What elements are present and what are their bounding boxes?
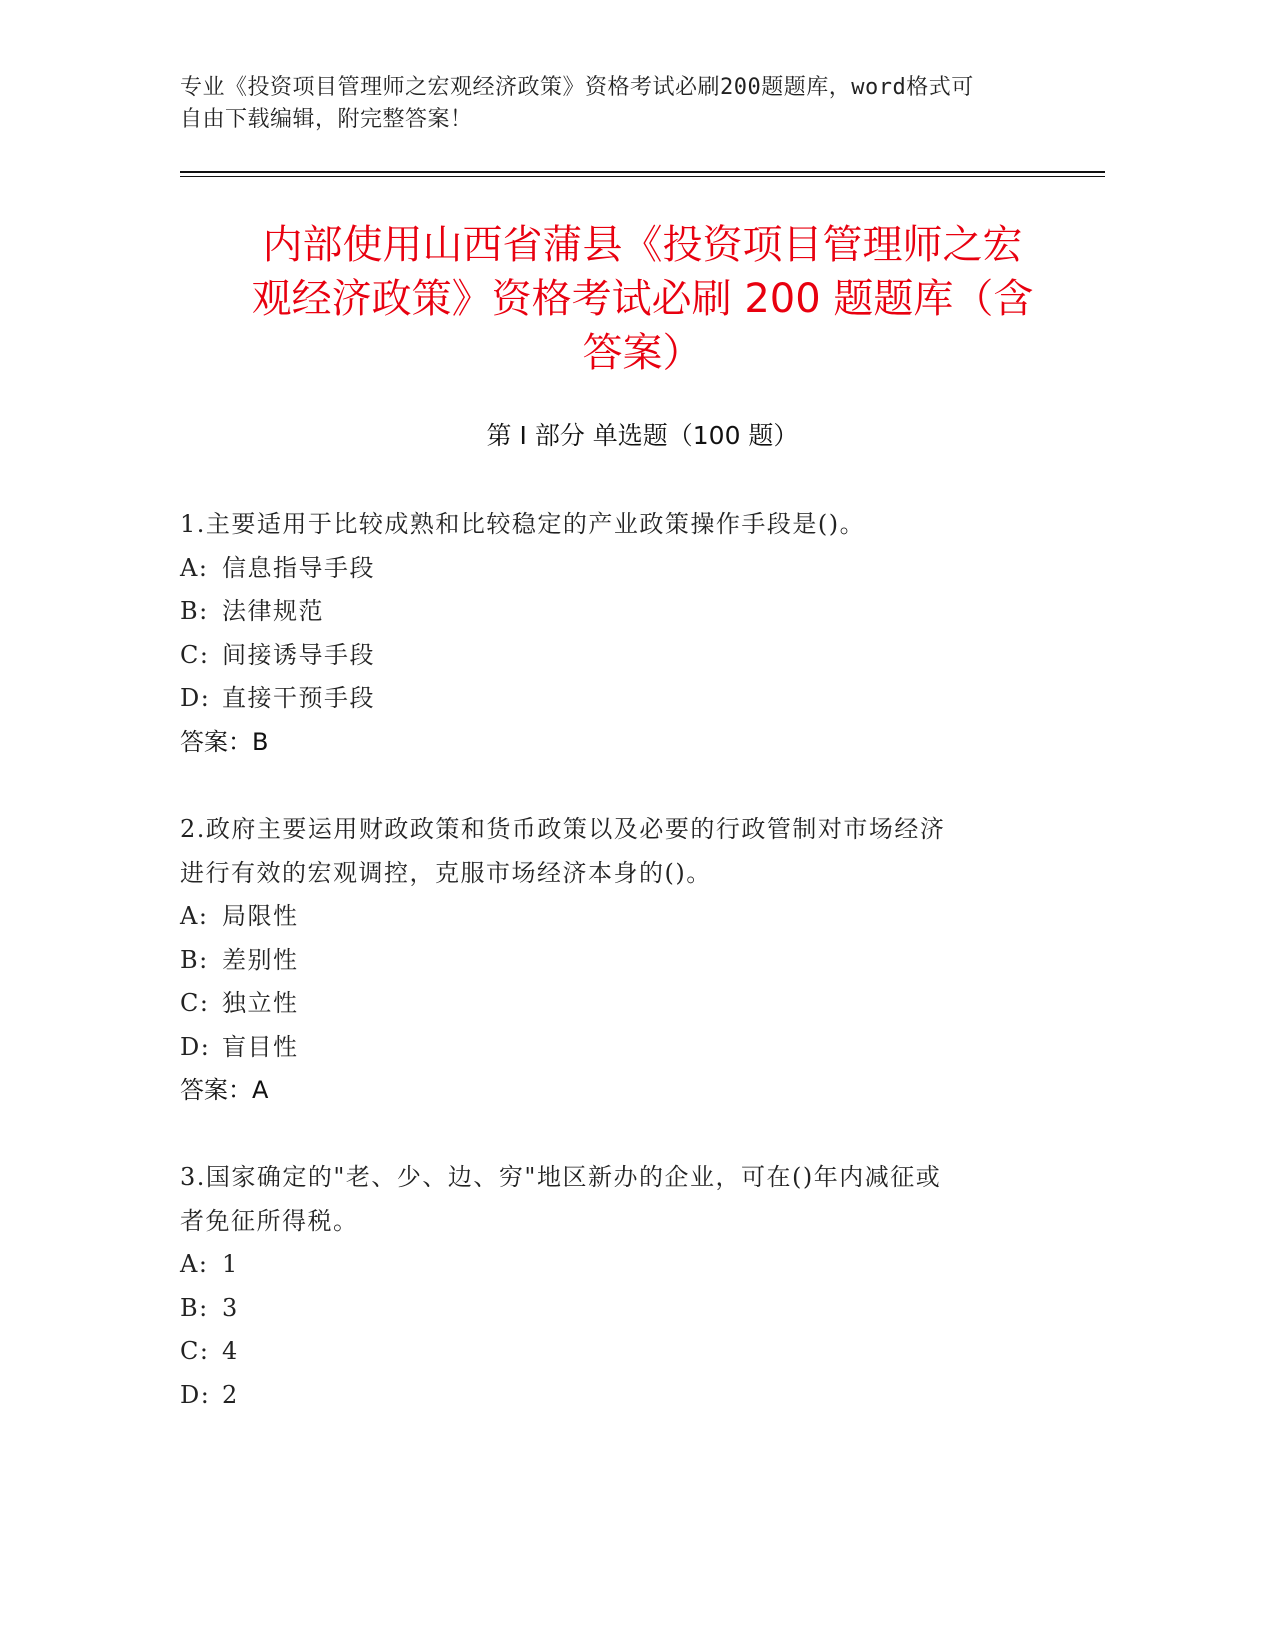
option-a <box>180 547 1040 591</box>
header-divider-thick <box>180 171 1105 173</box>
option-text: 4 <box>222 1337 239 1365</box>
question-stem: 2.政府主要运用财政政策和货币政策以及必要的行政管制对市场经济 <box>180 815 946 843</box>
option-letter: D: <box>180 1380 211 1409</box>
option-text: 直接干预手段 <box>222 684 375 712</box>
option-text: 独立性 <box>222 989 299 1017</box>
option-text: 信息指导手段 <box>222 553 375 582</box>
question-stem: 进行有效的宏观调控，克服市场经济本身的()。 <box>180 858 712 887</box>
question-stem: 者免征所得税。 <box>180 1206 359 1235</box>
option-b <box>180 590 1040 634</box>
option-a <box>180 895 1040 939</box>
question-stem: 3.国家确定的"老、少、边、穷"地区新办的企业，可在()年内减征或 <box>180 1163 942 1191</box>
header-note-line: 专业《投资项目管理师之宏观经济政策》资格考试必刷200题题库，word格式可 <box>180 75 974 100</box>
option-text: 1 <box>222 1250 239 1278</box>
option-text: 间接诱导手段 <box>222 640 375 669</box>
title-line: 内部使用山西省蒲县《投资项目管理师之宏 <box>262 222 1023 268</box>
option-b <box>180 1287 1040 1331</box>
question-2 <box>180 808 1040 1113</box>
question-1 <box>180 503 1040 764</box>
option-text: 差别性 <box>222 945 299 974</box>
option-letter: A: <box>180 1250 209 1278</box>
option-a <box>180 1243 1040 1287</box>
option-text: 法律规范 <box>222 597 324 625</box>
header-note-line: 自由下载编辑，附完整答案！ <box>180 107 473 132</box>
option-letter: D: <box>180 684 211 712</box>
option-letter: B: <box>180 597 209 625</box>
option-letter: B: <box>180 1293 209 1322</box>
option-letter: B: <box>180 945 209 974</box>
question-stem: 1.主要适用于比较成熟和比较稳定的产业政策操作手段是()。 <box>180 510 866 538</box>
option-letter: C: <box>180 989 210 1017</box>
option-letter: A: <box>180 553 209 582</box>
option-d <box>180 1026 1040 1070</box>
section-heading: 第 I 部分 单选题（100 题） <box>486 421 799 450</box>
option-text: 3 <box>222 1293 239 1322</box>
option-b <box>180 939 1040 983</box>
document-title <box>180 218 1105 380</box>
option-letter: C: <box>180 1337 210 1365</box>
option-d <box>180 1374 1040 1418</box>
header-divider-thin <box>180 176 1105 177</box>
option-d <box>180 677 1040 721</box>
title-line: 答案） <box>582 330 703 376</box>
option-c <box>180 982 1040 1026</box>
option-c <box>180 1330 1040 1374</box>
header-note <box>180 72 1040 136</box>
question-3 <box>180 1156 1040 1417</box>
option-letter: C: <box>180 640 210 669</box>
option-letter: D: <box>180 1032 211 1061</box>
option-text: 局限性 <box>222 902 299 930</box>
answer-line: 答案：A <box>180 1076 269 1104</box>
title-line: 观经济政策》资格考试必刷 200 题题库（含 <box>251 276 1034 322</box>
option-c <box>180 634 1040 678</box>
option-text: 2 <box>222 1380 239 1409</box>
answer-line: 答案：B <box>180 727 269 756</box>
option-letter: A: <box>180 902 209 930</box>
option-text: 盲目性 <box>222 1032 299 1061</box>
